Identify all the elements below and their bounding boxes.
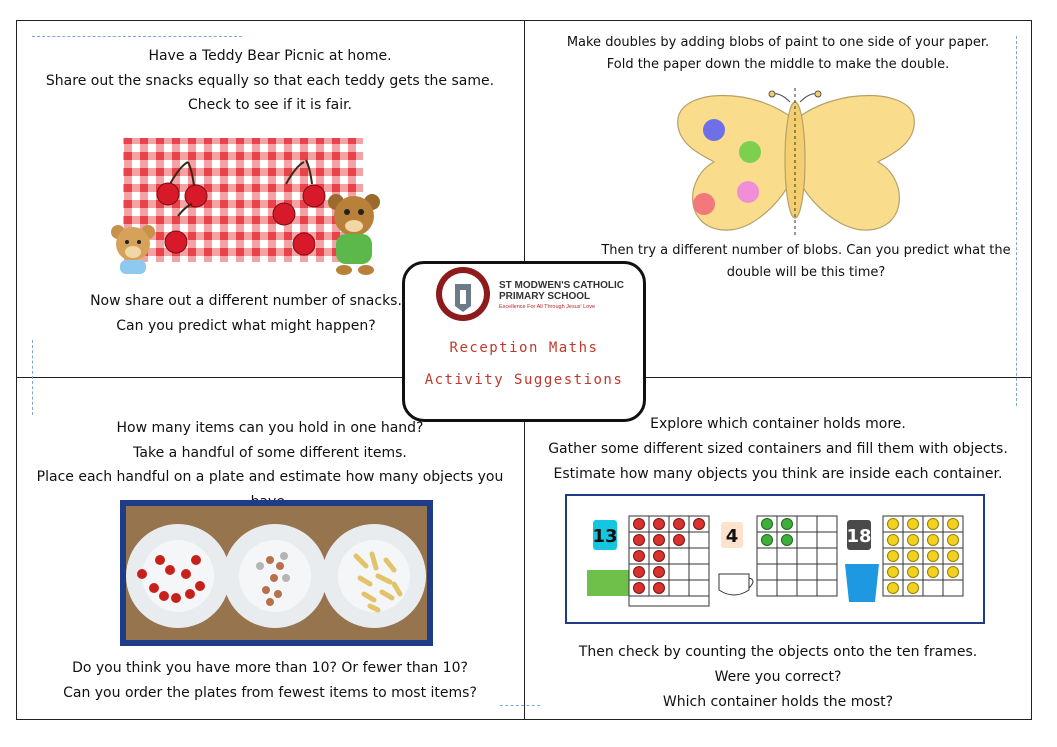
counter [888,519,899,530]
ten-frame-cell [689,532,709,548]
ten-frame-cell [797,564,817,580]
counter [888,551,899,562]
butterfly-illustration [674,88,919,236]
counter [888,567,899,578]
ten-frame-cell [797,548,817,564]
counter [948,519,959,530]
counter [674,535,685,546]
ten-frame-cell [817,532,837,548]
followup-line: Were you correct? [714,669,842,685]
counter [762,519,773,530]
plate-coins [223,524,327,628]
ten-frame-cell [797,516,817,532]
counter [948,535,959,546]
plates-photo [120,500,433,646]
container-followup [524,640,1032,715]
plate-pasta [322,524,426,628]
counter [654,519,665,530]
card-title-line1: Reception Maths [449,340,599,356]
instruction-line: Share out the snacks equally so that each teddy gets the same. [45,72,495,89]
counter [654,551,665,562]
ten-frame-cell [757,580,777,596]
ten-frame-cell [757,564,777,580]
school-motto: Excellence For All Through Jesus' Love [499,304,596,310]
instruction-line: Take a handful of some different items. [133,444,407,461]
ten-frame-cell [797,580,817,596]
container-panel [524,412,1032,487]
count-label: 13 [592,526,618,547]
ten-frame-cell [817,548,837,564]
instruction-line: Explore which container holds more. [650,416,906,432]
counter [674,519,685,530]
counter [908,535,919,546]
followup-line: double will be this time? [726,265,886,280]
instruction-line: Fold the paper down the middle to make the double. [606,57,950,72]
instruction-line: Have a Teddy Bear Picnic at home. [148,48,392,64]
dashed-guide [32,36,242,37]
right-wing [798,96,914,231]
ten-frame-cell [797,532,817,548]
school-crest-logo [435,266,491,322]
card-title-line2: Activity Suggestions [424,372,624,388]
counter [928,551,939,562]
instruction-line: Check to see if it is fair. [187,97,353,113]
counter [654,567,665,578]
instruction-line: Gather some different sized containers and fill them with objects. [548,441,1008,457]
ten-frame-group [883,516,963,596]
instruction-line: Make doubles by adding blobs of paint to one side of your paper. [566,35,990,50]
counter [928,519,939,530]
handful-followup [16,656,524,706]
plate-tomatoes [126,524,230,628]
school-name: ST MODWEN'S CATHOLIC PRIMARY SCHOOL [499,280,624,302]
ten-frame-cell [689,564,709,580]
paint-blob [737,181,759,203]
instruction-line: Estimate how many objects you think are inside each container. [553,466,1003,482]
counter [888,583,899,594]
counter [948,567,959,578]
count-label: 4 [725,526,739,547]
ten-frame-group [757,516,837,596]
ten-frame-cell [689,548,709,564]
counter [634,535,645,546]
paint-blob [693,193,715,215]
counter [908,551,919,562]
counter [888,535,899,546]
followup-line: Then try a different number of blobs. Can you predict what the [601,243,1011,258]
ten-frame-cell [669,548,689,564]
counter [634,567,645,578]
counter [694,519,705,530]
cup-container [719,574,749,595]
instruction-line: Place each handful on a plate and estimate how many objects you [36,469,504,485]
followup-line: Can you predict what might happen? [116,318,376,334]
counter [928,535,939,546]
ten-frame-cell [817,580,837,596]
instruction-line: How many items can you hold in one hand? [116,420,424,436]
followup-line: Now share out a different number of snacks. [90,293,402,309]
counter [634,551,645,562]
counter [908,519,919,530]
dashed-guide [32,340,33,415]
ten-frames-illustration [565,494,985,624]
ten-frame-cell [943,580,963,596]
bucket-container [845,564,879,602]
ten-frame-cell [923,580,943,596]
butterfly-followup [596,240,1016,284]
teddy-picnic-illustration [108,136,398,278]
counter [928,567,939,578]
ten-frame-cell [757,548,777,564]
teddy-picnic-panel [16,44,524,118]
counter [654,583,665,594]
title-card [402,261,646,422]
counter [634,583,645,594]
ten-frame-cell [817,564,837,580]
dashed-guide [1016,36,1017,406]
paint-blob [739,141,761,163]
box-container [587,570,629,596]
ten-frame-cell [817,516,837,532]
followup-line: Then check by counting the objects onto the ten frames. [578,644,978,660]
counter [782,535,793,546]
counter [908,583,919,594]
counter [782,519,793,530]
counter [948,551,959,562]
followup-line: Which container holds the most? [662,694,894,710]
paint-blob [703,119,725,141]
followup-line: Can you order the plates from fewest items to most items? [63,685,477,701]
ten-frame-cell [777,580,797,596]
ten-frame-group [629,516,709,596]
ten-frame-cell [777,564,797,580]
counter [908,567,919,578]
ten-frame-cell [669,580,689,596]
ten-frame-cell [777,548,797,564]
followup-line: Do you think you have more than 10? Or fewer than 10? [72,660,468,676]
small-teddy [111,225,155,274]
counter [762,535,773,546]
counter [634,519,645,530]
ten-frame-cell [689,580,709,596]
count-label: 18 [846,526,872,547]
counter [654,535,665,546]
ten-frame-cell [669,564,689,580]
butterfly-doubles-panel [524,32,1032,76]
